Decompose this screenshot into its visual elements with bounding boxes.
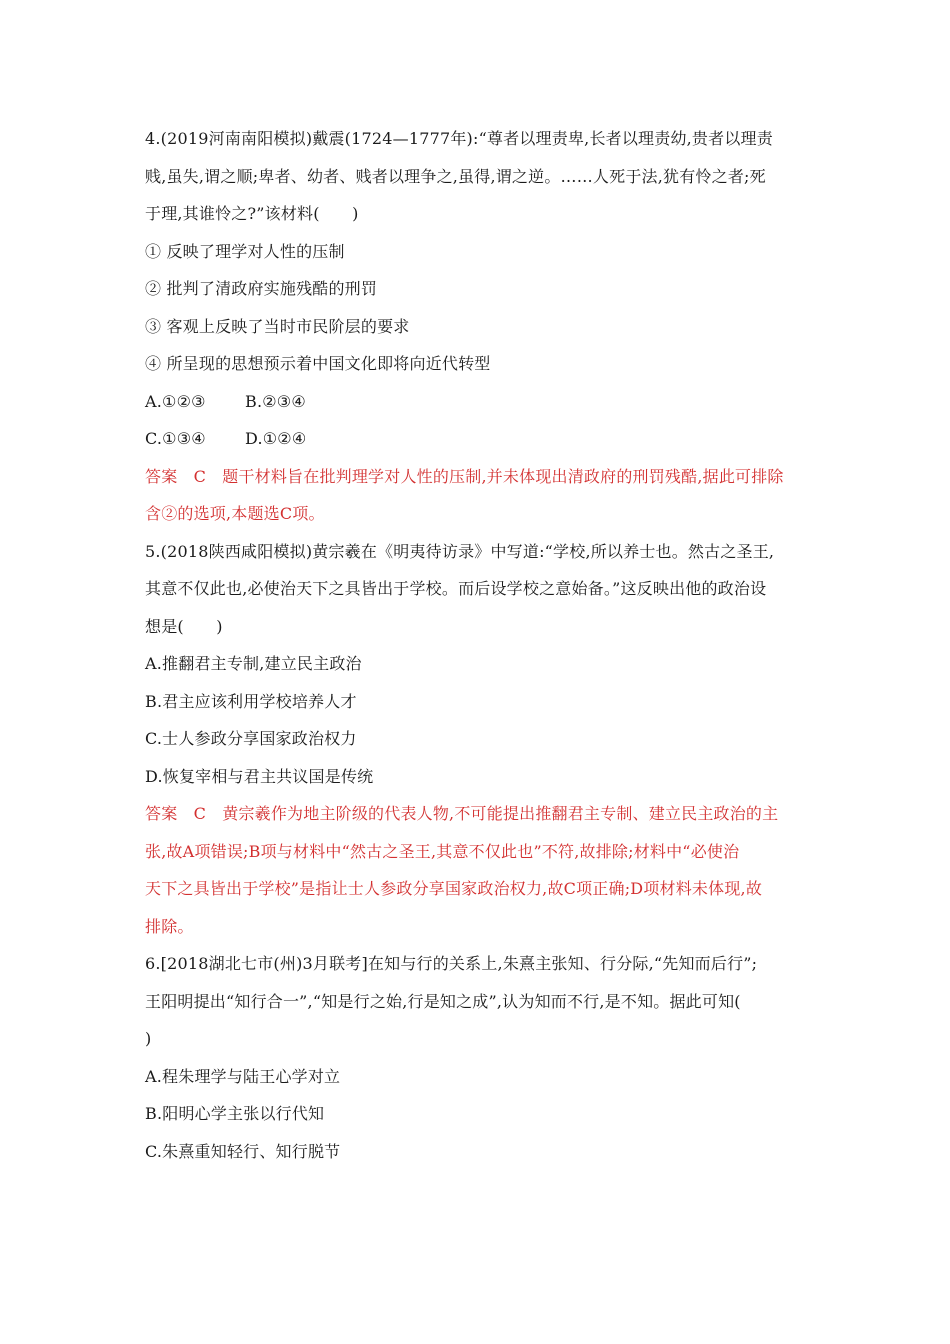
- question-6-stem-line-3: ): [145, 1029, 152, 1048]
- question-6-stem-line-1: 6.[2018湖北七市(州)3月联考]在知与行的关系上,朱熹主张知、行分际,“先知而后行”;: [145, 954, 758, 973]
- question-5-answer-line-2: 张,故A项错误;B项与材料中“然古之圣王,其意不仅此也”不符,故排除;材料中“必使治: [145, 841, 740, 861]
- question-4-statement-2: ② 批判了清政府实施残酷的刑罚: [145, 279, 378, 298]
- question-5-option-d: D.恢复宰相与君主共议国是传统: [145, 766, 374, 786]
- question-4-option-b: B.②③④: [245, 391, 306, 411]
- question-4: [145, 120, 810, 533]
- question-5-stem-line-3: 想是( ): [145, 616, 223, 636]
- question-4-option-c: C.①③④: [145, 429, 206, 448]
- question-4-options-row-2: [145, 420, 810, 458]
- exam-page: [145, 120, 810, 1170]
- question-6-stem-line-2: 王阳明提出“知行合一”,“知是行之始,行是知之成”,认为知而不行,是不知。据此可知(: [145, 991, 741, 1011]
- question-4-option-a: A.①②③: [145, 391, 206, 411]
- question-5-option-c: C.士人参政分享国家政治权力: [145, 729, 357, 748]
- question-5-option-b: B.君主应该利用学校培养人才: [145, 691, 357, 711]
- question-5-answer-line-4: 排除。: [145, 916, 194, 936]
- question-4-answer-line-2: 含②的选项,本题选C项。: [145, 504, 325, 523]
- question-5-stem-line-2: 其意不仅此也,必使治天下之具皆出于学校。而后设学校之意始备。”这反映出他的政治设: [145, 579, 767, 598]
- question-4-options-row-1: [145, 383, 810, 421]
- question-4-stem-line-2: 贱,虽失,谓之顺;卑者、幼者、贱者以理争之,虽得,谓之逆。……人死于法,犹有怜之者;死: [145, 166, 766, 186]
- question-4-stem-line-3: 于理,其谁怜之?”该材料( ): [145, 204, 359, 223]
- question-4-statement-1: ① 反映了理学对人性的压制: [145, 241, 345, 261]
- question-5-answer-line-1: 答案 C 黄宗羲作为地主阶级的代表人物,不可能提出推翻君主专制、建立民主政治的主: [145, 804, 779, 823]
- question-5-answer-line-3: 天下之具皆出于学校”是指让士人参政分享国家政治权力,故C项正确;D项材料未体现,故: [145, 879, 763, 898]
- question-6-option-c: C.朱熹重知轻行、知行脱节: [145, 1141, 341, 1161]
- question-6-option-b: B.阳明心学主张以行代知: [145, 1104, 325, 1123]
- question-4-statement-4: ④ 所呈现的思想预示着中国文化即将向近代转型: [145, 354, 491, 373]
- question-5-stem-line-1: 5.(2018陕西咸阳模拟)黄宗羲在《明夷待访录》中写道:“学校,所以养士也。然古之圣王,: [145, 541, 775, 561]
- question-4-option-d: D.①②④: [245, 429, 307, 448]
- question-4-stem-line-1: 4.(2019河南南阳模拟)戴震(1724—1777年):“尊者以理责卑,长者以理责幼,贵者以理责: [145, 129, 773, 148]
- question-5-option-a: A.推翻君主专制,建立民主政治: [145, 654, 362, 673]
- question-4-statement-3: ③ 客观上反映了当时市民阶层的要求: [145, 316, 410, 336]
- question-6: [145, 945, 810, 1170]
- question-6-option-a: A.程朱理学与陆王心学对立: [145, 1066, 341, 1086]
- question-5: [145, 533, 810, 946]
- question-4-answer-line-1: 答案 C 题干材料旨在批判理学对人性的压制,并未体现出清政府的刑罚残酷,据此可排除: [145, 466, 784, 486]
